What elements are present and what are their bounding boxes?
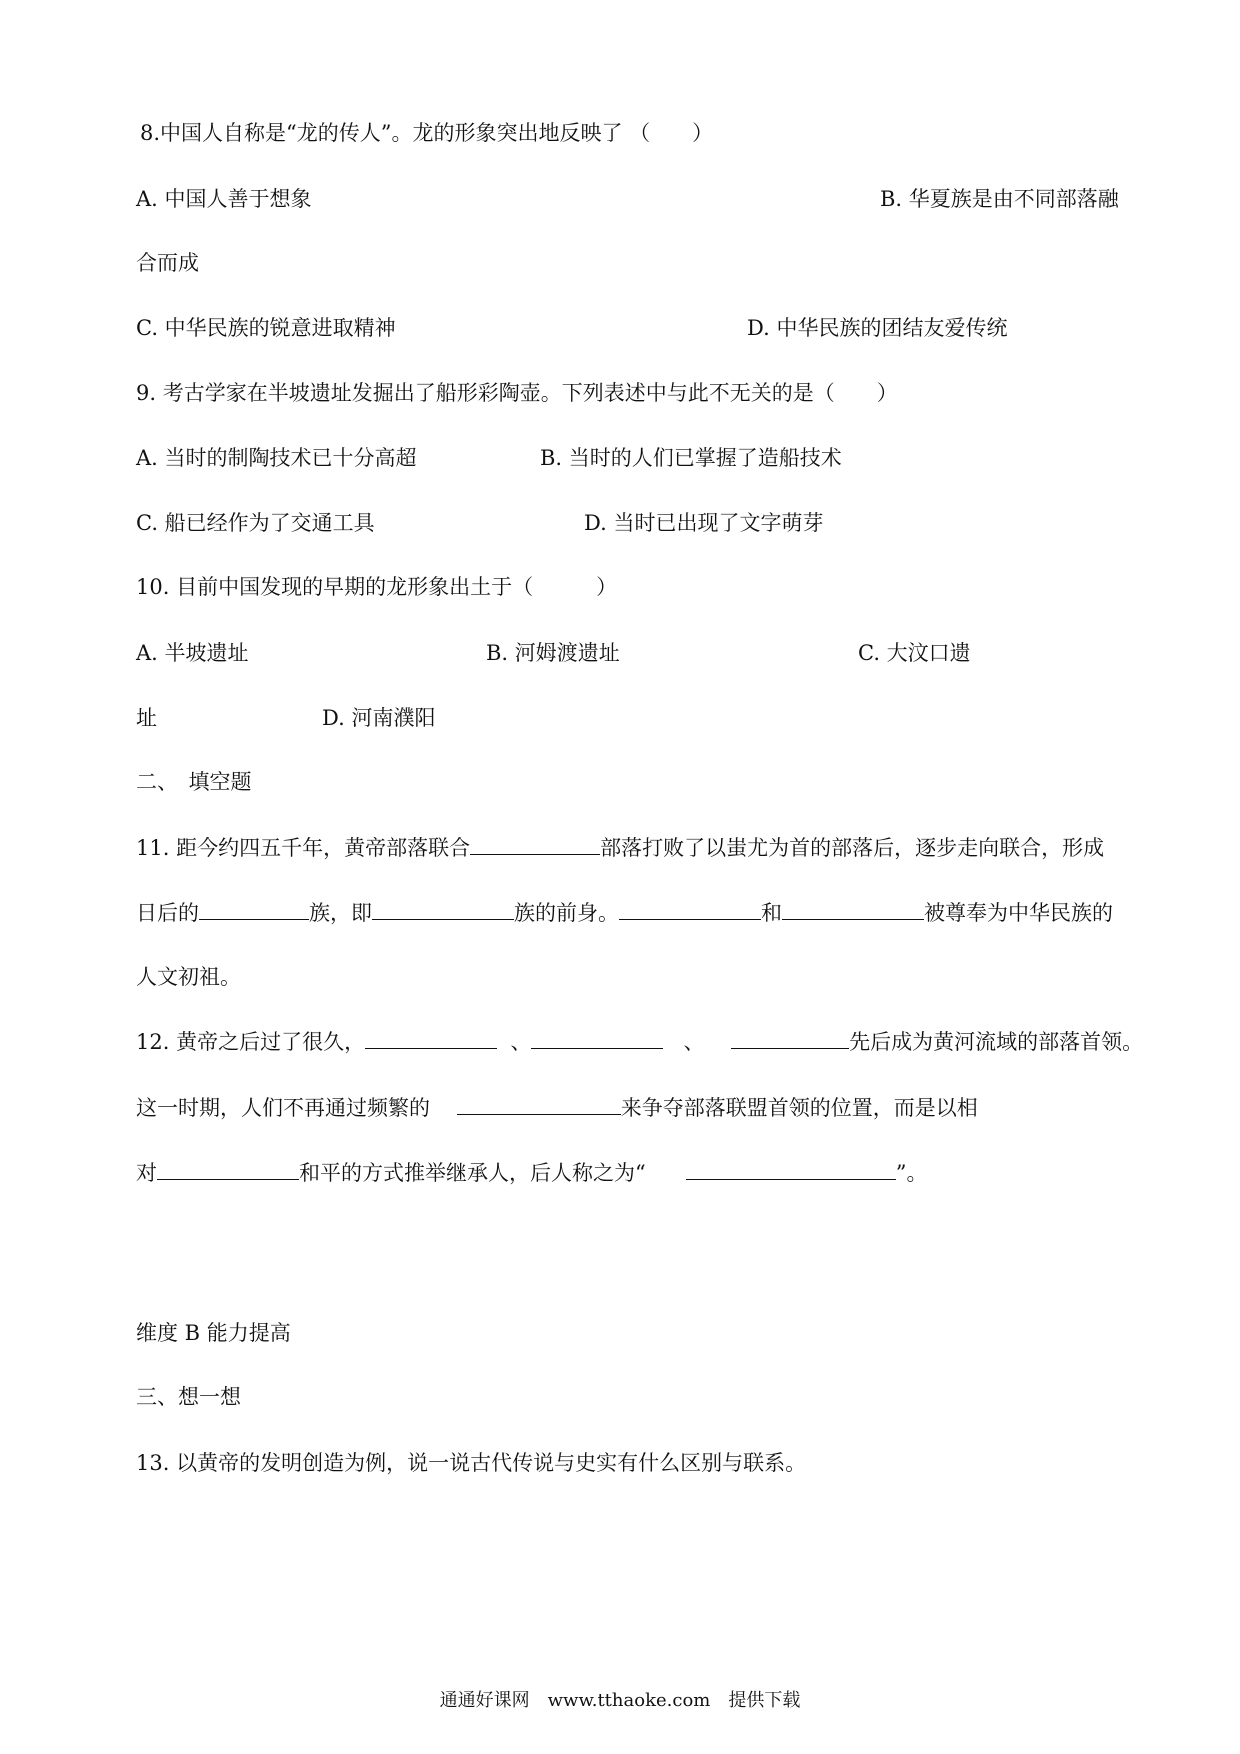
q11-text-8: 人文初祖。 (136, 965, 241, 989)
q10-option-a: A. 半坡遗址 (136, 641, 249, 665)
q8-stem: 8.中国人自称是“龙的传人”。龙的形象突出地反映了 （ ） (140, 121, 714, 145)
q11-text-3: 日后的 (136, 901, 199, 925)
q12-text-5: 对 (136, 1161, 157, 1185)
q11-blank-3[interactable] (372, 897, 514, 920)
q11-text-2: 部落打败了以蚩尤为首的部落后，逐步走向联合，形成 (600, 836, 1105, 860)
q9-option-d: D. 当时已出现了文字萌芽 (584, 511, 824, 535)
q12-sep-1: 、 (510, 1030, 532, 1054)
dimension-b-title: 维度 B 能力提高 (136, 1321, 291, 1345)
q10-stem: 10. 目前中国发现的早期的龙形象出土于（ ） (136, 575, 618, 599)
q11-blank-5[interactable] (782, 897, 924, 920)
q9-stem: 9. 考古学家在半坡遗址发掘出了船形彩陶壶。下列表述中与此不无关的是（ ） (136, 381, 898, 405)
q8-option-a: A. 中国人善于想象 (136, 187, 312, 211)
q12-blank-4[interactable] (457, 1092, 621, 1115)
q11-text-1: 11. 距今约四五千年，黄帝部落联合 (136, 836, 471, 860)
q12-text-7: ”。 (895, 1161, 928, 1185)
section-two-title: 二、 填空题 (136, 770, 252, 794)
q11-text-6: 和 (761, 901, 782, 925)
q12-blank-1[interactable] (365, 1026, 497, 1049)
q8-option-d: D. 中华民族的团结友爱传统 (747, 316, 1008, 340)
q8-option-b-continued: 合而成 (136, 251, 199, 275)
q12-blank-6[interactable] (686, 1157, 896, 1180)
q12-text-2: 先后成为黄河流域的部落首领。 (849, 1030, 1144, 1054)
q12-blank-5[interactable] (157, 1157, 299, 1180)
q12-line-3 (136, 1157, 928, 1187)
q12-text-6: 和平的方式推举继承人，后人称之为“ (299, 1161, 646, 1185)
q13-stem: 13. 以黄帝的发明创造为例，说一说古代传说与史实有什么区别与联系。 (136, 1451, 807, 1475)
q11-text-4: 族，即 (309, 901, 372, 925)
section-three-title: 三、想一想 (136, 1385, 241, 1409)
q8-option-c: C. 中华民族的锐意进取精神 (136, 316, 396, 340)
q11-line-1 (136, 832, 1104, 862)
q9-option-b: B. 当时的人们已掌握了造船技术 (540, 446, 842, 470)
q9-option-a: A. 当时的制陶技术已十分高超 (136, 446, 417, 470)
q11-blank-2[interactable] (199, 897, 309, 920)
q11-blank-1[interactable] (470, 832, 600, 855)
q10-option-c-continued: 址 (136, 706, 157, 730)
q10-option-d: D. 河南濮阳 (322, 706, 436, 730)
q12-text-3: 这一时期，人们不再通过频繁的 (136, 1096, 430, 1120)
q8-option-b: B. 华夏族是由不同部落融 (880, 187, 1119, 211)
q10-option-c: C. 大汶口遗 (858, 641, 971, 665)
q9-option-c: C. 船已经作为了交通工具 (136, 511, 375, 535)
q11-text-7: 被尊奉为中华民族的 (924, 901, 1113, 925)
q10-option-b: B. 河姆渡遗址 (486, 641, 620, 665)
q11-blank-4[interactable] (619, 897, 761, 920)
q12-blank-2[interactable] (531, 1026, 663, 1049)
q12-text-4: 来争夺部落联盟首领的位置，而是以相 (620, 1096, 978, 1120)
q12-line-2 (136, 1092, 978, 1122)
q11-line-2 (136, 897, 1113, 927)
q12-text-1: 12. 黄帝之后过了很久， (136, 1030, 366, 1054)
q12-sep-2: 、 (683, 1030, 705, 1054)
q12-blank-3[interactable] (731, 1026, 849, 1049)
q12-line-1 (136, 1026, 1143, 1056)
page-footer: 通通好课网 www.tthaoke.com 提供下载 (439, 1690, 801, 1711)
q11-text-5: 族的前身。 (514, 901, 619, 925)
